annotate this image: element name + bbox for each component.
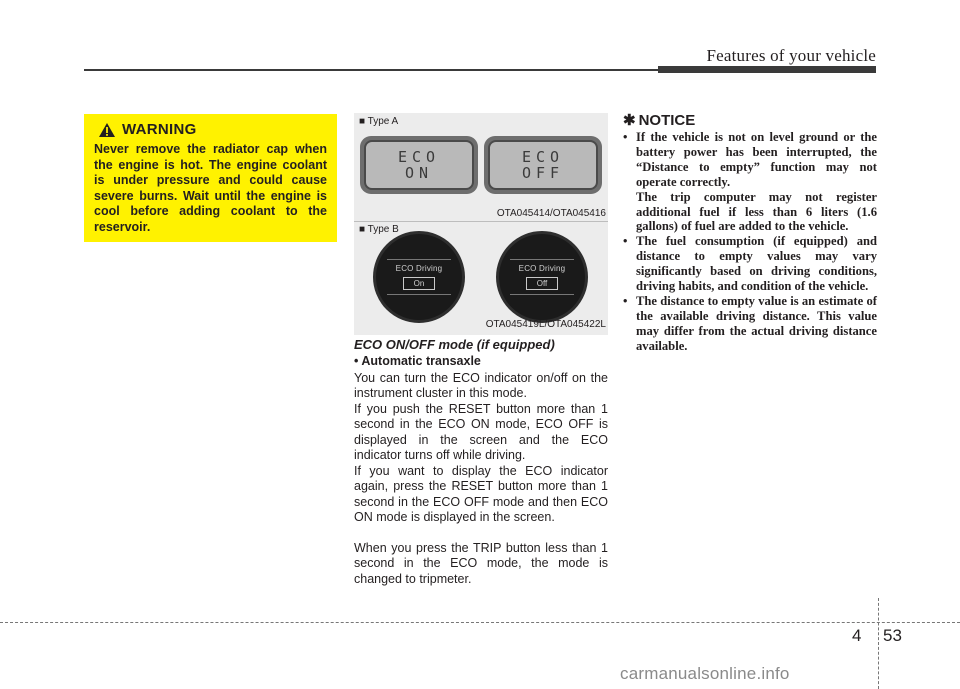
- gauge-line: [387, 259, 451, 260]
- type-b-code: OTA045419L/OTA045422L: [485, 319, 606, 330]
- notice-item: [623, 294, 877, 354]
- section-title: Features of your vehicle: [706, 46, 876, 65]
- watermark: carmanualsonline.info: [620, 664, 790, 683]
- notice-text: • The fuel consumption (if equipped) and distance to empty values may vary significantly based on driving conditions, driving habits, and condition of the vehicle.: [636, 234, 877, 294]
- warning-triangle-icon: [98, 122, 116, 138]
- paragraph: You can turn the ECO indicator on/off on the instrument cluster in this mode.: [354, 371, 608, 401]
- lcd-line: ECO: [397, 148, 441, 166]
- gauge-line: [510, 259, 574, 260]
- gauge-state: On: [403, 277, 435, 290]
- gauge-title: ECO Driving: [395, 264, 443, 273]
- type-a-label: ■ Type A: [359, 116, 399, 127]
- warning-body: Never remove the radiator cap when the engine is hot. The engine coolant is under pressure and could cause severe burns. Wait until the engine is cool before adding coolant to the reservoir.: [94, 142, 327, 234]
- lcd-line: ECO: [521, 148, 565, 166]
- notice-item: [623, 234, 877, 294]
- type-b-label: ■ Type B: [359, 224, 399, 235]
- type-a-eco-on-display: [360, 136, 478, 194]
- type-b-eco-on-gauge: [373, 231, 465, 323]
- notice-heading: [623, 111, 695, 129]
- footer-divider: [878, 598, 879, 689]
- lcd-line: OFF: [521, 164, 565, 182]
- gauge-line: [510, 294, 574, 295]
- bullet-heading: • Automatic transaxle: [354, 354, 481, 368]
- eco-display-figure: [354, 113, 608, 335]
- notice-item: [623, 130, 877, 234]
- warning-box: [84, 114, 337, 242]
- lcd-line: ON: [404, 164, 434, 182]
- header-tab-bar: [658, 66, 876, 73]
- chapter-number: 4: [852, 626, 862, 645]
- gauge-state: Off: [526, 277, 558, 290]
- gauge-line: [387, 294, 451, 295]
- type-a-code: OTA045414/OTA045416: [496, 208, 606, 219]
- type-b-eco-off-gauge: [496, 231, 588, 323]
- notice-title: NOTICE: [638, 111, 696, 129]
- footer-rule: [0, 622, 960, 623]
- notice-text: • The distance to empty value is an estimate of the available driving distance. This value may differ from the actual driving distance available.: [636, 293, 877, 353]
- mode-title: ECO ON/OFF mode (if equipped): [354, 337, 555, 352]
- notice-text: The trip computer may not register additional fuel if less than 6 liters (1.6 gallons) of fuel are added to the vehicle.: [636, 189, 877, 234]
- notice-list: [623, 130, 877, 354]
- paragraph: If you push the RESET button more than 1 second in the ECO ON mode, ECO OFF is displayed in the screen and the ECO indicator turns off while driving.: [354, 402, 608, 462]
- warning-title: WARNING: [122, 121, 197, 138]
- paragraph: When you press the TRIP button less than 1 second in the ECO mode, the mode is changed to tripmeter.: [354, 541, 608, 586]
- warning-header: [98, 121, 327, 138]
- notice-text: • If the vehicle is not on level ground or the battery power has been interrupted, the “Distance to empty” function may not operate correctly.: [636, 130, 877, 189]
- figure-divider: [354, 221, 608, 222]
- paragraph: If you want to display the ECO indicator again, press the RESET button more than 1 second in the ECO OFF mode and then ECO ON mode is displayed in the screen.: [354, 464, 608, 524]
- type-a-eco-off-display: [484, 136, 602, 194]
- page-number: 53: [883, 626, 902, 645]
- gauge-title: ECO Driving: [518, 264, 566, 273]
- notice-asterisk-icon: ✱: [623, 112, 636, 129]
